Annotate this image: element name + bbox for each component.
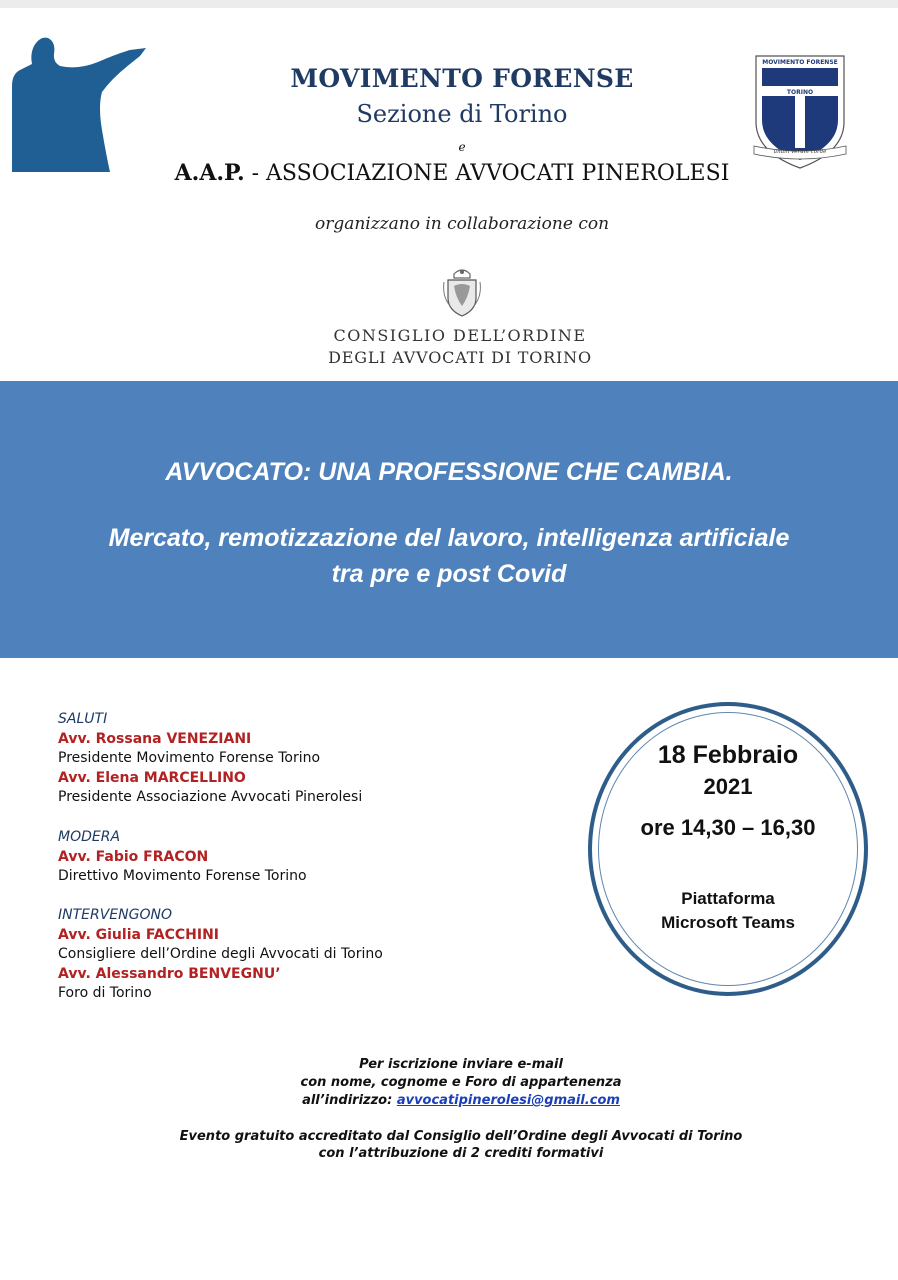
program-saluti (58, 710, 362, 808)
event-time: ore 14,30 – 16,30 (640, 815, 816, 840)
council-crest-icon (440, 266, 484, 318)
speaker-role: Presidente Associazione Avvocati Pinerolesi (58, 789, 363, 806)
email-link[interactable]: avvocatipinerolesi@gmail.com (396, 1093, 620, 1108)
top-edge (0, 0, 898, 8)
registration-line2: con nome, cognome e Foro di appartenenza (300, 1075, 622, 1090)
event-subtitle-line1: Mercato, remotizzazione del lavoro, intelligenza artificiale (108, 524, 790, 552)
event-date: 18 Febbraio (657, 741, 799, 769)
conjunction: e (458, 140, 466, 154)
speaker-name: Avv. Elena MARCELLINO (58, 769, 246, 786)
collab-text: organizzano in collaborazione con (314, 214, 610, 234)
org1-title: MOVIMENTO FORENSE (290, 64, 634, 93)
speaker-role: Presidente Movimento Forense Torino (58, 750, 321, 767)
platform-line2: Microsoft Teams (661, 913, 795, 932)
speaker-role: Foro di Torino (58, 985, 152, 1002)
speaker-role: Consigliere dell’Ordine degli Avvocati di Torino (58, 946, 383, 963)
registration-line3 (0, 1093, 898, 1108)
speaker-role: Direttivo Movimento Forense Torino (58, 868, 307, 885)
event-title: AVVOCATO: UNA PROFESSIONE CHE CAMBIA. (165, 458, 733, 486)
council-line1: CONSIGLIO DELL’ORDINE (333, 326, 587, 345)
shield-top-text: MOVIMENTO FORENSE (762, 59, 838, 66)
platform-line1: Piattaforma (681, 889, 775, 908)
program-intervengono (58, 906, 383, 1004)
shield-motto: unum verum corde (773, 149, 827, 155)
registration-line1: Per iscrizione inviare e-mail (359, 1057, 563, 1072)
accreditation-line1: Evento gratuito accreditato dal Consiglio dell’Ordine degli Avvocati di Torino (179, 1129, 743, 1144)
event-subtitle-line2: tra pre e post Covid (331, 560, 567, 588)
speaker-name: Avv. Alessandro BENVEGNU’ (58, 965, 281, 982)
org1-subtitle: Sezione di Torino (356, 100, 568, 128)
section-label-saluti: SALUTI (58, 711, 108, 727)
program-modera (58, 828, 307, 887)
org2-title (0, 160, 898, 186)
event-year: 2021 (703, 774, 753, 799)
speaker-name: Avv. Fabio FRACON (58, 848, 209, 865)
title-banner (0, 381, 898, 658)
org2-abbr: A.A.P. (174, 160, 245, 186)
section-label-modera: MODERA (58, 829, 121, 845)
section-label-intervengono: INTERVENGONO (58, 907, 172, 923)
email-prefix: all’indirizzo: (302, 1093, 397, 1108)
org2-name: ASSOCIAZIONE AVVOCATI PINEROLESI (266, 161, 730, 186)
org2-separator: - (244, 161, 267, 186)
speaker-name: Avv. Giulia FACCHINI (58, 926, 220, 943)
shield-city-text: TORINO (786, 89, 814, 96)
council-line2: DEGLI AVVOCATI DI TORINO (328, 348, 592, 367)
speaker-name: Avv. Rossana VENEZIANI (58, 730, 252, 747)
accreditation-line2: con l’attribuzione di 2 crediti formativi (318, 1146, 604, 1161)
